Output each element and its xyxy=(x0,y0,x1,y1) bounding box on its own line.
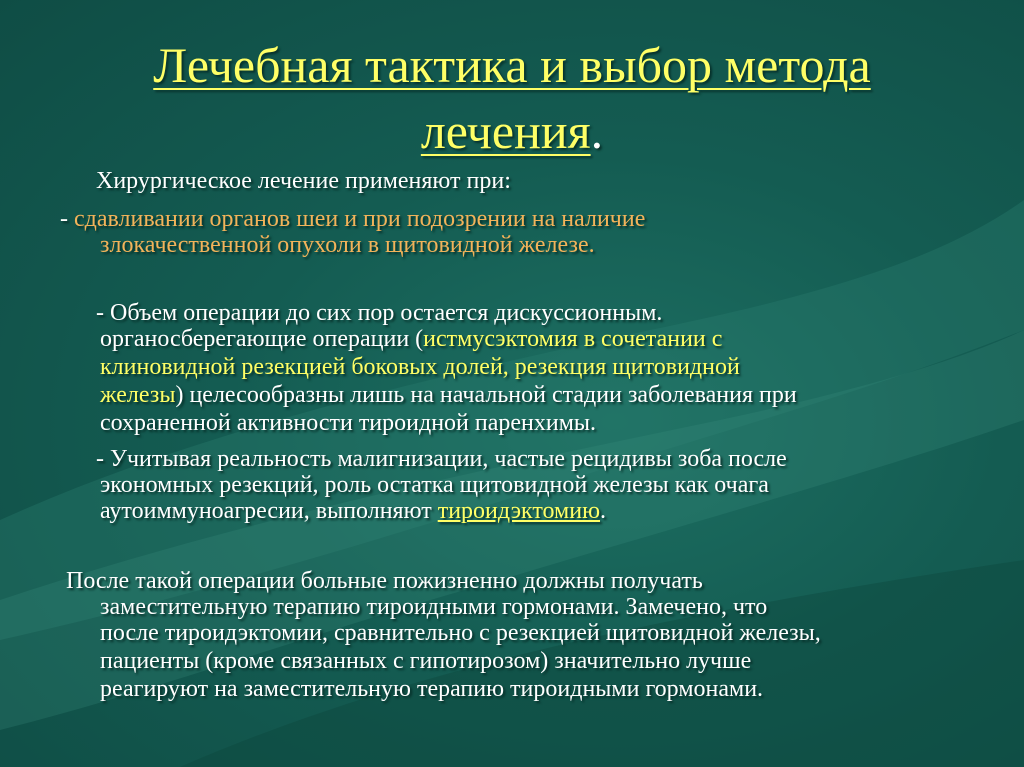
para1-line-4-text: ) целесообразны лишь на начальной стадии заболевания при xyxy=(175,382,797,408)
para2-line-3-period: . xyxy=(600,498,607,524)
intro-text: Хирургическое лечение применяют при: xyxy=(96,168,511,194)
para1-line-4 xyxy=(100,382,797,408)
indication-line-2: злокачественной опухоли в щитовидной железе. xyxy=(100,232,595,258)
title-line-2: лечения xyxy=(420,103,591,159)
para3-line-4: пациенты (кроме связанных с гипотирозом) значительно лучше xyxy=(100,648,752,674)
thyroidectomy-link[interactable]: тироидэктомию xyxy=(437,498,601,524)
para3-line-1: После такой операции больные пожизненно должны получать xyxy=(66,568,703,594)
para1-highlight-2: железы xyxy=(100,382,176,408)
slide-title xyxy=(0,32,1024,164)
para1-line-2 xyxy=(100,326,722,352)
para1-highlight-1: истмусэктомия в сочетании с xyxy=(423,326,723,352)
para2-line-3 xyxy=(100,498,606,524)
para1-line-2-text: органосберегающие операции ( xyxy=(100,326,424,352)
para2-line-3-text: аутоиммуноагресии, выполняют xyxy=(100,498,438,524)
indication-text-1: сдавливании органов шеи и при подозрении на наличие xyxy=(74,206,646,232)
para1-line-5: сохраненной активности тироидной паренхимы. xyxy=(100,410,597,436)
indication-dash: - xyxy=(60,206,74,232)
title-period: . xyxy=(590,103,604,159)
para2-line-2: экономных резекций, роль остатка щитовидной железы как очага xyxy=(100,472,769,498)
para2-line-1: - Учитывая реальность малигнизации, частые рецидивы зоба после xyxy=(96,446,787,472)
para3-line-2: заместительную терапию тироидными гормонами. Замечено, что xyxy=(100,594,768,620)
para3-line-5: реагируют на заместительную терапию тироидными гормонами. xyxy=(100,676,764,702)
para1-line-3: клиновидной резекцией боковых долей, резекция щитовидной xyxy=(100,354,740,380)
para3-line-3: после тироидэктомии, сравнительно с резекцией щитовидной железы, xyxy=(100,620,821,646)
indication-line-1 xyxy=(60,206,645,232)
para1-line-1: - Объем операции до сих пор остается дискуссионным. xyxy=(96,300,663,326)
title-line-1: Лечебная тактика и выбор метода xyxy=(153,37,871,93)
